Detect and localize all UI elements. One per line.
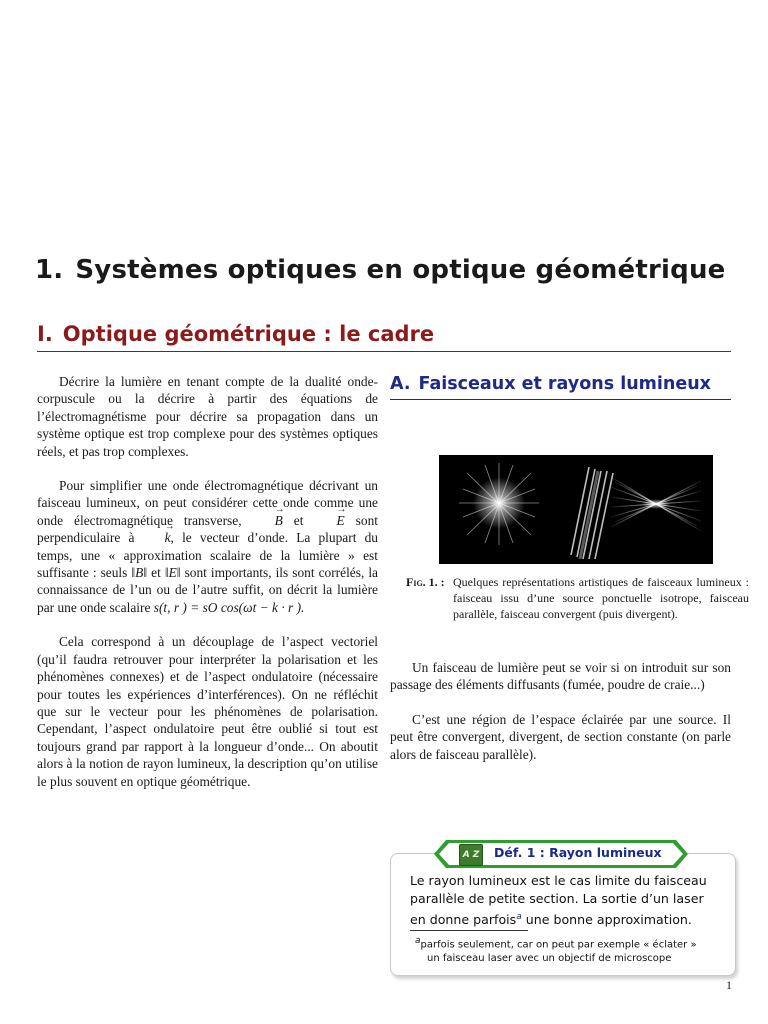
point-source-beam [459,463,539,545]
paragraph-intro: Décrire la lumière en tenant compte de la dualité onde-corpuscule ou la décrire à partir des équations de l’électromagnétisme pour décrire sa propagation dans un système optique est trop complexe pour des systèmes optiques réels, et pas trop complexes. [37,374,378,459]
p2-et: et [293,512,304,528]
parallel-beam [571,467,613,559]
subsection-title [390,374,731,400]
left-column [37,373,378,790]
section-title [37,322,731,352]
converging-beam [611,477,701,531]
chapter-title [35,255,755,285]
definition-body [410,872,715,929]
subsection-title-text: Faisceaux et rayons lumineux [418,374,711,394]
footnote-mark-ref: a [415,936,421,946]
norm-b: ‖B‖ [131,565,148,581]
paragraph-decoupling: Cela correspond à un découplage de l’aspect vectoriel (qu’il faudra retrouver pour interpréter la polarisation et les phénomènes connexes) et de l’aspect ondulatoire (nécessaire pour toutes les expériences d’interférences). On ne réfléchit que sur le vecteur pour les phénomènes de polarisation. Cependant, l’aspect ondulatoire peut être oublié si tout est toujours grand par rapport à la longueur d’onde... On aboutit alors à la notion de rayon lumineux, la description qu’on utilise le plus souvent en optique géométrique. [37,634,378,789]
chapter-title-text: Systèmes optiques en optique géométrique [75,255,726,285]
vector-k: → k [143,529,171,546]
figure-caption [406,574,749,622]
paragraph-beam-visible: Un faisceau de lumière peut se voir si on introduit sur son passage des éléments diffusants (fumée, poudre de craie...) [390,660,731,693]
page-number: 1 [726,978,732,992]
footnote-rule [410,930,528,931]
footnote-line-1: parfois seulement, car on peut par exemple « éclater » [420,939,697,951]
p2-text-a: Pour simplifier une onde électromagnétique décrivant un faisceau lumineux, on peut considérer cette onde comme une onde électromagnétique transverse, [37,478,378,528]
paragraph-beam-definition: C’est une région de l’espace éclairée par une source. Il peut être convergent, divergent, de section constante (on parle alors de faisceau parallèle). [390,711,731,762]
definition-footnote [415,934,725,966]
definition-text-before: Le rayon lumineux est le cas limite du faisceau parallèle de petite section. La sortie d’un laser en donne parfois [410,873,707,928]
section-title-text: Optique géométrique : le cadre [62,322,435,346]
figure-label: Fig. 1. : [406,575,445,589]
definition-title: Déf. 1 : Rayon lumineux [494,845,662,860]
dictionary-icon: A Z [459,844,483,866]
light-beams-figure [439,455,713,564]
right-column [390,659,731,763]
light-beams-illustration [439,455,713,564]
chapter-number: 1. [35,255,64,285]
scalar-wave-formula: s(t, r ) = sO cos(ωt − k · r ). [153,599,305,615]
p2-et2: et [151,565,161,581]
subsection-number: A. [390,374,411,394]
p2-text-d: sont importants, ils sont corrélés, la connaissance de l’un ou de l’autre suffit, on décrit la lumière par une onde scalaire [37,565,378,615]
definition-text-after: une bonne approximation. [521,912,692,928]
p2-text-c: , le vecteur d’onde. La plupart du temps, une « approximation scalaire de la lumière » est suffisante : seuls [37,530,378,581]
footnote-line-2: un faisceau laser avec un objectif de microscope [427,953,672,965]
figure-caption-text: Quelques représentations artistiques de faisceaux lumineux : faisceau issu d’une source ponctuelle isotrope, faisceau parallèle, faisceau convergent (puis divergent). [453,575,749,621]
vector-b: → B [253,512,283,529]
p2-text-b: sont perpendiculaire à [37,512,378,546]
vector-e: → E [314,512,344,529]
section-number: I. [37,322,53,346]
paragraph-scalar-approx [37,477,378,616]
norm-e: ‖E‖ [164,565,181,581]
footnote-mark: a [516,912,522,922]
